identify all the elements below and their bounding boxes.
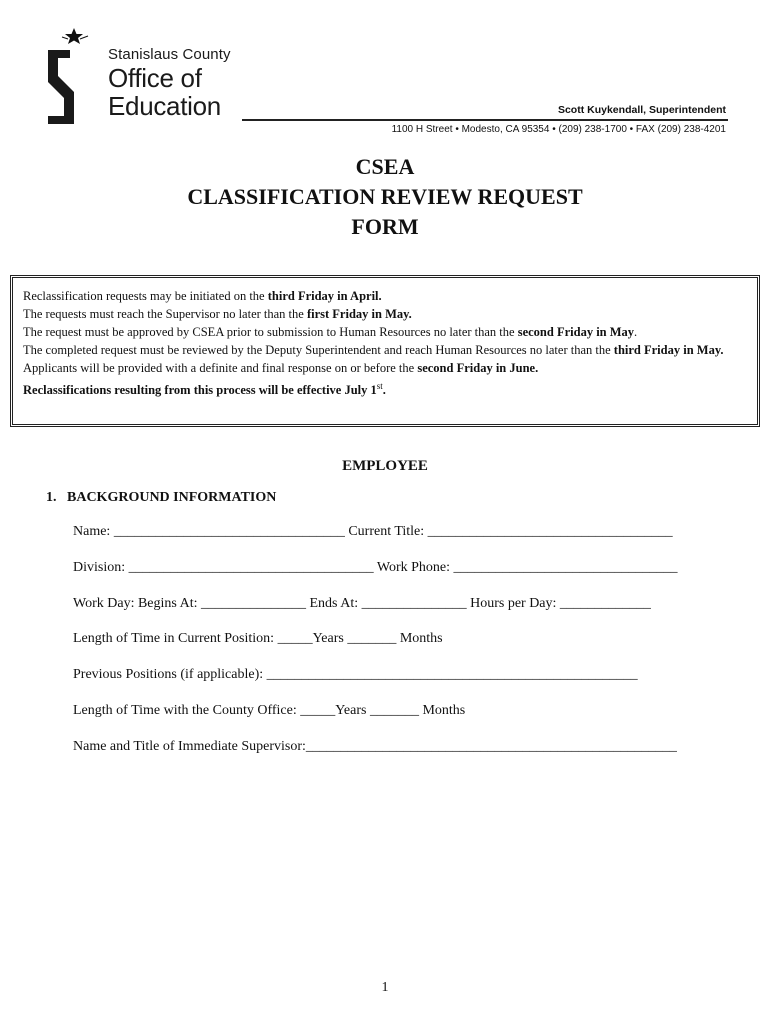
notice-emphasis: . [382,383,386,398]
notice-text: Applicants will be provided with a definite and final response on or before the [23,361,418,375]
superintendent: Scott Kuykendall, Superintendent [557,104,726,116]
notice-line-1 [23,287,747,305]
form-title [0,152,770,242]
page-number: 1 [381,980,389,995]
workday-field[interactable]: Work Day: Begins At: _______________ Ends At: _______________ Hours per Day: _____________ [73,596,651,611]
soe-logo [44,28,106,124]
length-in-position-field[interactable]: Length of Time in Current Position: _____Years _______ Months [73,631,443,646]
notice-emphasis: second Friday in June. [417,361,539,375]
section-heading: 1. BACKGROUND INFORMATION [46,490,277,505]
name-field[interactable]: Name: _________________________________ Current Title: ___________________________________ [73,524,673,539]
notice-line-3 [23,323,747,341]
previous-positions-field[interactable]: Previous Positions (if applicable): _____________________________________________________ [73,667,638,682]
notice-text: The request must be approved by CSEA prior to submission to Human Resources no later than the [23,325,518,339]
length-with-county-field[interactable]: Length of Time with the County Office: _____Years _______ Months [73,703,466,718]
s-mark-icon [48,50,74,124]
notice-emphasis: Reclassifications resulting from this process will be effective July 1 [23,383,377,398]
title-line-3: FORM [351,214,419,239]
notice-text: . [634,325,638,339]
notice-emphasis: first Friday in May. [306,307,412,321]
notice-emphasis: third Friday in April. [267,289,382,303]
supervisor-field[interactable]: Name and Title of Immediate Supervisor:_____________________________________________________ [73,739,677,754]
notice-emphasis: second Friday in May [517,325,635,339]
notice-text: The requests must reach the Supervisor no later than the [23,307,307,321]
title-line-2: CLASSIFICATION REVIEW REQUEST [187,184,583,209]
notice-text: Reclassification requests may be initiated on the [23,289,268,303]
organization-name [108,46,231,120]
notice-line-2 [23,305,747,323]
notice-line-6 [23,377,747,399]
address-line: 1100 H Street • Modesto, CA 95354 • (209) 238-1700 • FAX (209) 238-4201 [391,124,726,135]
notice-line-4 [23,341,747,359]
employee-heading: EMPLOYEE [342,458,428,474]
deadline-notice-box [10,275,760,427]
org-county: Stanislaus County [108,46,231,63]
org-line-2: Office of [108,63,202,93]
notice-text: The completed request must be reviewed by the Deputy Superintendent and reach Human Resources no later than the [23,343,614,357]
org-line-3: Education [108,91,221,121]
notice-line-5 [23,359,747,377]
notice-emphasis: third Friday in May. [613,343,724,357]
notice-superscript: st [376,381,383,391]
letterhead-rule [242,119,728,121]
star-icon [62,28,88,44]
title-line-1: CSEA [355,154,415,179]
division-field[interactable]: Division: ___________________________________ Work Phone: ________________________________ [73,560,678,575]
